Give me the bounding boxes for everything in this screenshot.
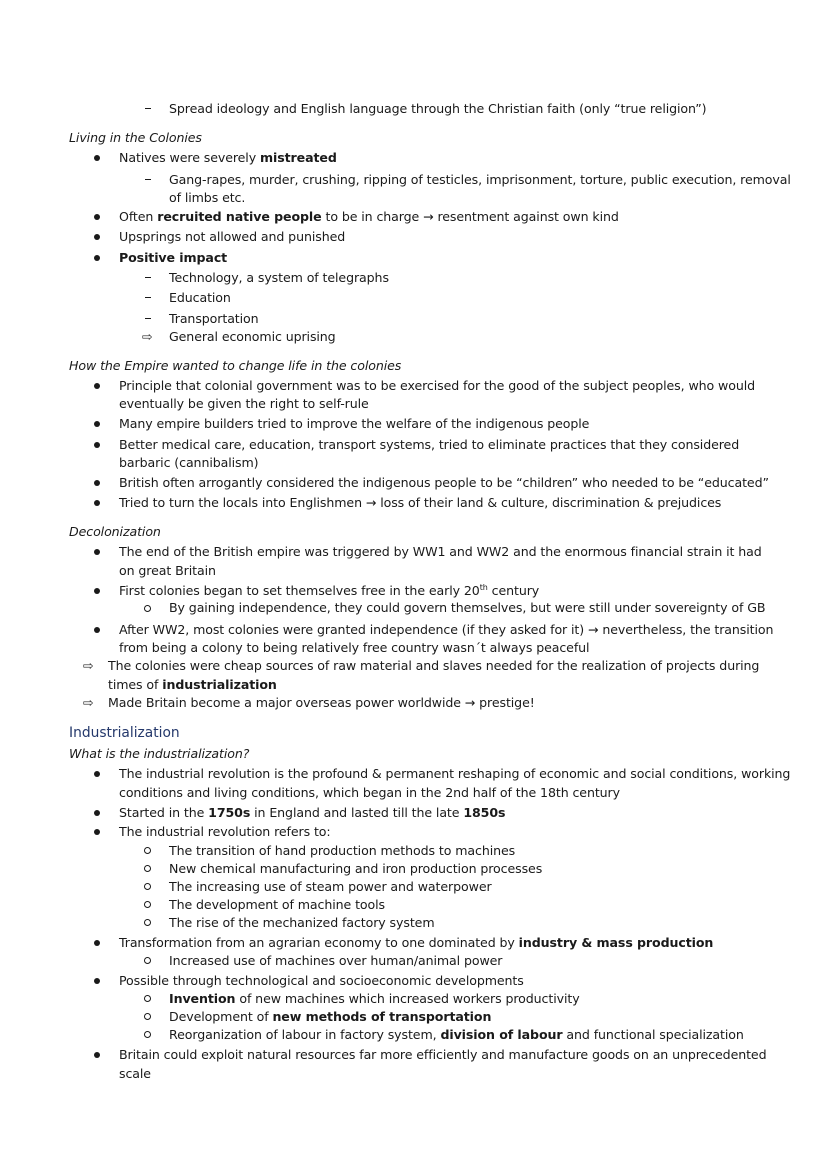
circle-bullet (144, 901, 151, 908)
circle-bullet (144, 847, 151, 854)
started-item: Started in the 1750s in England and lasted till the late 1850s (119, 805, 506, 820)
cheap-sources-line2: times of industrialization (108, 677, 277, 692)
refers-subitem: The development of machine tools (169, 897, 385, 912)
positive-impact-item: Positive impact (119, 250, 228, 265)
heading-decolonization: Decolonization (69, 524, 161, 539)
children-item: British often arrogantly considered the indigenous people to be “children” who needed to be “educated” (119, 475, 769, 490)
arrow-outline-icon: ⇨ (83, 658, 94, 673)
bullet-dot (94, 500, 100, 506)
bullet-dot (94, 978, 100, 984)
bullet-dot (94, 255, 100, 261)
upsprings-item: Upsprings not allowed and punished (119, 229, 346, 244)
circle-bullet (144, 865, 151, 872)
principle-line1: Principle that colonial government was to be exercised for the good of the subject peoples, who would (119, 378, 756, 393)
ideology-item: Spread ideology and English language through the Christian faith (only “true religion”) (169, 101, 707, 116)
bullet-dot (94, 155, 100, 161)
englishmen-item: Tried to turn the locals into Englishmen → loss of their land & culture, discrimination & prejudices (119, 495, 722, 510)
circle-bullet (144, 957, 151, 964)
ww2-line1: After WW2, most colonies were granted independence (if they asked for it) → nevertheless, the transition (119, 622, 774, 637)
refers-subitem: New chemical manufacturing and iron production processes (169, 861, 543, 876)
section-title-industrialization: Industrialization (69, 725, 180, 741)
overseas-power-item: Made Britain become a major overseas power worldwide → prestige! (108, 695, 535, 710)
medical-line1: Better medical care, education, transport systems, tried to eliminate practices that they considered (119, 437, 740, 452)
bullet-dot (94, 480, 100, 486)
recruited-item: Often recruited native people to be in charge → resentment against own kind (119, 209, 619, 224)
bullet-dot (94, 549, 100, 555)
dash-bullet (145, 277, 151, 278)
machines-subitem: Increased use of machines over human/animal power (169, 953, 503, 968)
heading-living-in-colonies: Living in the Colonies (69, 130, 202, 145)
dash-bullet (145, 108, 151, 109)
dash-bullet (145, 297, 151, 298)
circle-bullet (144, 1013, 151, 1020)
arrow-outline-icon: ⇨ (83, 695, 94, 710)
bullet-dot (94, 810, 100, 816)
first-colonies-item: First colonies began to set themselves free in the early 20th century (119, 582, 540, 598)
medical-line2: barbaric (cannibalism) (119, 455, 259, 470)
bullet-dot (94, 940, 100, 946)
positive-subitem: Education (169, 290, 231, 305)
bullet-dot (94, 588, 100, 594)
bullet-dot (94, 383, 100, 389)
arrow-outline-icon: ⇨ (142, 329, 153, 344)
refers-item: The industrial revolution refers to: (119, 824, 331, 839)
dash-bullet (145, 318, 151, 319)
circle-bullet (144, 605, 151, 612)
circle-bullet (144, 919, 151, 926)
bullet-dot (94, 214, 100, 220)
principle-line2: eventually be given the right to self-rule (119, 396, 369, 411)
bullet-dot (94, 442, 100, 448)
bullet-dot (94, 234, 100, 240)
circle-bullet (144, 1031, 151, 1038)
circle-bullet (144, 883, 151, 890)
bullet-dot (94, 771, 100, 777)
invention-subitem: Invention of new machines which increased workers productivity (169, 991, 580, 1006)
exploit-line2: scale (119, 1066, 151, 1081)
positive-subitem: Transportation (169, 311, 259, 326)
positive-result: General economic uprising (169, 329, 336, 344)
builders-item: Many empire builders tried to improve the welfare of the indigenous people (119, 416, 590, 431)
abuse-item-line1: Gang-rapes, murder, crushing, ripping of testicles, imprisonment, torture, public execution, removal (169, 172, 791, 187)
bullet-dot (94, 1052, 100, 1058)
possible-item: Possible through technological and socioeconomic developments (119, 973, 524, 988)
question-what-is-industrialization: What is the industrialization? (69, 746, 250, 761)
exploit-line1: Britain could exploit natural resources far more efficiently and manufacture goods on an unprecedented (119, 1047, 767, 1062)
refers-subitem: The transition of hand production methods to machines (169, 843, 516, 858)
end-empire-line1: The end of the British empire was triggered by WW1 and WW2 and the enormous financial strain it had (119, 544, 762, 559)
positive-subitem: Technology, a system of telegraphs (169, 270, 389, 285)
abuse-item-line2: of limbs etc. (169, 190, 246, 205)
bullet-dot (94, 829, 100, 835)
refers-subitem: The rise of the mechanized factory system (169, 915, 435, 930)
dash-bullet (145, 179, 151, 180)
circle-bullet (144, 995, 151, 1002)
reorganization-subitem: Reorganization of labour in factory system, division of labour and functional specialization (169, 1027, 744, 1042)
mistreated-item: Natives were severely mistreated (119, 150, 337, 165)
heading-empire-change: How the Empire wanted to change life in the colonies (69, 358, 402, 373)
bullet-dot (94, 421, 100, 427)
independence-subitem: By gaining independence, they could govern themselves, but were still under sovereignty of GB (169, 600, 766, 615)
ww2-line2: from being a colony to being relatively free country wasn´t always peaceful (119, 640, 590, 655)
bullet-dot (94, 627, 100, 633)
end-empire-line2: on great Britain (119, 563, 216, 578)
cheap-sources-line1: The colonies were cheap sources of raw material and slaves needed for the realization of projects during (108, 658, 760, 673)
definition-line1: The industrial revolution is the profound & permanent reshaping of economic and social conditions, working (119, 766, 791, 781)
refers-subitem: The increasing use of steam power and waterpower (169, 879, 492, 894)
development-subitem: Development of new methods of transportation (169, 1009, 492, 1024)
transformation-item: Transformation from an agrarian economy to one dominated by industry & mass production (119, 935, 714, 950)
definition-line2: conditions and living conditions, which began in the 2nd half of the 18th century (119, 785, 620, 800)
